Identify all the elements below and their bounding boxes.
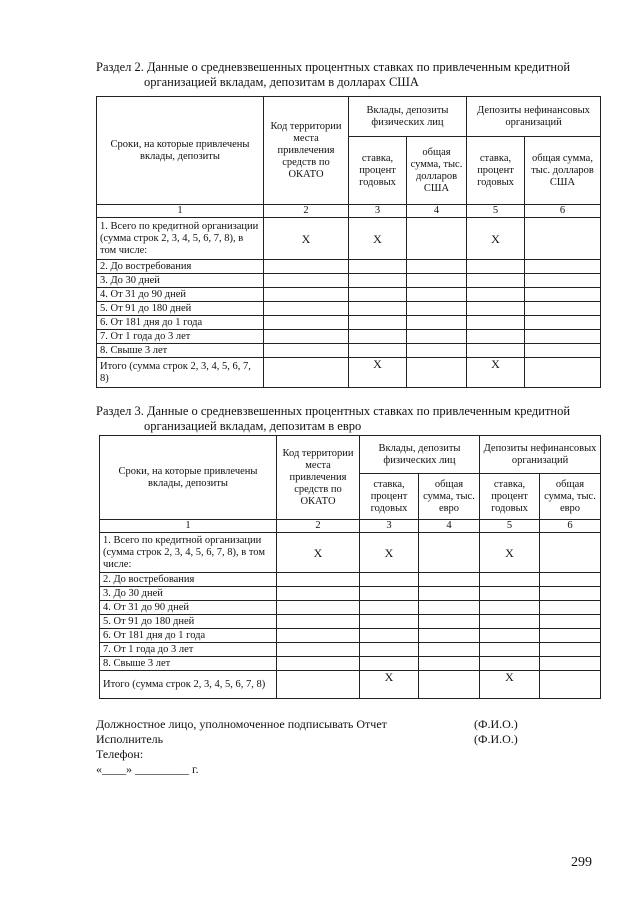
table-cell	[407, 288, 467, 302]
table-cell: X	[480, 671, 540, 699]
row-label: 5. От 91 до 180 дней	[97, 302, 264, 316]
row-label: 7. От 1 года до 3 лет	[97, 330, 264, 344]
table-cell	[467, 302, 525, 316]
table-cell	[540, 657, 601, 671]
table-cell: X	[467, 358, 525, 388]
table-cell	[480, 629, 540, 643]
table-cell	[525, 330, 601, 344]
table-cell	[525, 344, 601, 358]
table-row	[100, 629, 601, 643]
table-cell	[360, 657, 419, 671]
column-number: 2	[264, 205, 349, 218]
table-row	[100, 615, 601, 629]
table-cell	[467, 316, 525, 330]
section3-heading	[96, 404, 570, 434]
table-row	[100, 657, 601, 671]
header-individuals: Вклады, депозиты физических лиц	[360, 436, 480, 474]
table-cell	[540, 587, 601, 601]
header-rate-nonfinancial: ставка, процент годовых	[480, 474, 540, 520]
table-cell	[349, 330, 407, 344]
column-number: 3	[349, 205, 407, 218]
row-label: 7. От 1 года до 3 лет	[100, 643, 277, 657]
table-row-total	[97, 358, 601, 388]
table-row	[97, 344, 601, 358]
table-row	[100, 643, 601, 657]
column-number: 1	[97, 205, 264, 218]
row-label: 2. До востребования	[100, 573, 277, 587]
column-number: 3	[360, 520, 419, 533]
table-cell	[467, 260, 525, 274]
table-cell	[360, 573, 419, 587]
table-cell	[419, 573, 480, 587]
section3-table	[99, 435, 601, 699]
table-cell	[349, 288, 407, 302]
table-row	[97, 218, 601, 260]
row-label: Итого (сумма строк 2, 3, 4, 5, 6, 7, 8)	[100, 671, 277, 699]
table-cell	[407, 358, 467, 388]
header-sum-nonfinancial: общая сумма, тыс. евро	[540, 474, 601, 520]
table-cell	[419, 629, 480, 643]
table-cell	[419, 643, 480, 657]
column-number: 1	[100, 520, 277, 533]
signatory-fio: (Ф.И.О.)	[474, 717, 518, 731]
section3-heading-line2: организацией вкладам, депозитам в евро	[144, 419, 362, 433]
table-cell	[277, 671, 360, 699]
table-cell	[277, 615, 360, 629]
executor-label: Исполнитель	[96, 732, 164, 746]
table-cell	[349, 316, 407, 330]
table-cell	[277, 601, 360, 615]
table-cell	[525, 274, 601, 288]
table-cell	[407, 302, 467, 316]
table-cell	[525, 316, 601, 330]
date-line: «____» _________ г.	[96, 762, 199, 776]
table-cell	[467, 274, 525, 288]
table-cell: X	[360, 671, 419, 699]
header-nonfinancial: Депозиты нефинансовых организаций	[467, 97, 601, 137]
header-individuals: Вклады, депозиты физических лиц	[349, 97, 467, 137]
table-cell: X	[277, 533, 360, 573]
table-cell	[480, 615, 540, 629]
column-number-row	[97, 205, 601, 218]
header-nonfinancial: Депозиты нефинансовых организаций	[480, 436, 601, 474]
row-label: 4. От 31 до 90 дней	[100, 601, 277, 615]
row-label: 8. Свыше 3 лет	[97, 344, 264, 358]
row-label: 5. От 91 до 180 дней	[100, 615, 277, 629]
section2-heading-line2: организацией вкладам, депозитам в долларах США	[144, 75, 419, 89]
signature-block	[96, 717, 518, 777]
table-cell	[264, 260, 349, 274]
table-cell: X	[467, 218, 525, 260]
table-cell	[360, 601, 419, 615]
table-cell	[277, 629, 360, 643]
table-cell	[264, 274, 349, 288]
table-cell	[349, 260, 407, 274]
row-label: 3. До 30 дней	[97, 274, 264, 288]
table-cell	[480, 657, 540, 671]
table-row	[100, 533, 601, 573]
section2-heading	[96, 60, 570, 90]
table-cell	[277, 657, 360, 671]
row-label: 1. Всего по кредитной организации (сумма строк 2, 3, 4, 5, 6, 7, 8), в том числе:	[100, 533, 277, 573]
table-cell	[264, 288, 349, 302]
row-label: 8. Свыше 3 лет	[100, 657, 277, 671]
column-number: 6	[540, 520, 601, 533]
table-cell: X	[349, 218, 407, 260]
table-cell: X	[480, 533, 540, 573]
page-number: 299	[571, 855, 592, 870]
table-cell	[419, 615, 480, 629]
table-row	[97, 302, 601, 316]
table-cell	[360, 615, 419, 629]
row-label: 1. Всего по кредитной организации (сумма строк 2, 3, 4, 5, 6, 7, 8), в том числе:	[97, 218, 264, 260]
table-row	[97, 330, 601, 344]
table-cell	[419, 533, 480, 573]
table-cell	[407, 344, 467, 358]
table-cell	[407, 218, 467, 260]
table-cell	[540, 573, 601, 587]
table-cell	[540, 643, 601, 657]
table-cell: X	[360, 533, 419, 573]
signatory-label: Должностное лицо, уполномоченное подписывать Отчет	[96, 717, 387, 731]
table-cell	[264, 330, 349, 344]
phone-label: Телефон:	[96, 747, 144, 761]
header-rate-nonfinancial: ставка, процент годовых	[467, 137, 525, 205]
table-cell: X	[349, 358, 407, 388]
table-cell	[277, 573, 360, 587]
header-sum-nonfinancial: общая сумма, тыс. долларов США	[525, 137, 601, 205]
table-cell	[360, 643, 419, 657]
table-cell	[540, 615, 601, 629]
header-okato: Код территории места привлечения средств по ОКАТО	[264, 97, 349, 205]
table-cell: X	[264, 218, 349, 260]
header-terms: Сроки, на которые привлечены вклады, депозиты	[100, 436, 277, 520]
row-label: 3. До 30 дней	[100, 587, 277, 601]
column-number: 5	[480, 520, 540, 533]
section3-heading-line1: Раздел 3. Данные о средневзвешенных процентных ставках по привлеченным кредитной	[96, 404, 571, 418]
column-number: 2	[277, 520, 360, 533]
column-number: 4	[407, 205, 467, 218]
table-cell	[419, 671, 480, 699]
table-cell	[407, 274, 467, 288]
executor-fio: (Ф.И.О.)	[474, 732, 518, 746]
header-okato: Код территории места привлечения средств по ОКАТО	[277, 436, 360, 520]
section2-heading-line1: Раздел 2. Данные о средневзвешенных процентных ставках по привлеченным кредитной	[96, 60, 571, 74]
table-cell	[467, 330, 525, 344]
table-cell	[264, 316, 349, 330]
table-cell	[480, 601, 540, 615]
table-cell	[264, 344, 349, 358]
table-row	[100, 601, 601, 615]
table-cell	[467, 344, 525, 358]
column-number-row	[100, 520, 601, 533]
table-cell	[525, 288, 601, 302]
header-terms: Сроки, на которые привлечены вклады, депозиты	[97, 97, 264, 205]
table-cell	[540, 601, 601, 615]
table-cell	[277, 643, 360, 657]
table-cell	[264, 358, 349, 388]
column-number: 5	[467, 205, 525, 218]
table-row-total	[100, 671, 601, 699]
table-cell	[360, 587, 419, 601]
table-row	[100, 587, 601, 601]
row-label: 4. От 31 до 90 дней	[97, 288, 264, 302]
table-cell	[349, 344, 407, 358]
table-cell	[467, 288, 525, 302]
header-sum-individuals: общая сумма, тыс. долларов США	[407, 137, 467, 205]
table-cell	[349, 302, 407, 316]
row-label: 6. От 181 дня до 1 года	[100, 629, 277, 643]
table-cell	[525, 358, 601, 388]
table-cell	[360, 629, 419, 643]
table-cell	[480, 587, 540, 601]
table-cell	[407, 316, 467, 330]
table-row	[97, 274, 601, 288]
table-cell	[540, 671, 601, 699]
table-cell	[540, 533, 601, 573]
table-cell	[525, 302, 601, 316]
header-rate-individuals: ставка, процент годовых	[349, 137, 407, 205]
table-cell	[525, 218, 601, 260]
table-cell	[277, 587, 360, 601]
section2-table	[96, 96, 601, 388]
table-cell	[349, 274, 407, 288]
table-cell	[407, 330, 467, 344]
table-cell	[264, 302, 349, 316]
row-label: 2. До востребования	[97, 260, 264, 274]
table-cell	[525, 260, 601, 274]
table-cell	[419, 657, 480, 671]
row-label: Итого (сумма строк 2, 3, 4, 5, 6, 7, 8)	[97, 358, 264, 388]
table-cell	[540, 629, 601, 643]
table-cell	[407, 260, 467, 274]
row-label: 6. От 181 дня до 1 года	[97, 316, 264, 330]
table-row	[100, 573, 601, 587]
table-row	[97, 288, 601, 302]
column-number: 6	[525, 205, 601, 218]
header-sum-individuals: общая сумма, тыс. евро	[419, 474, 480, 520]
table-cell	[419, 587, 480, 601]
table-cell	[419, 601, 480, 615]
table-row	[97, 260, 601, 274]
header-rate-individuals: ставка, процент годовых	[360, 474, 419, 520]
table-cell	[480, 643, 540, 657]
column-number: 4	[419, 520, 480, 533]
table-row	[97, 316, 601, 330]
table-cell	[480, 573, 540, 587]
